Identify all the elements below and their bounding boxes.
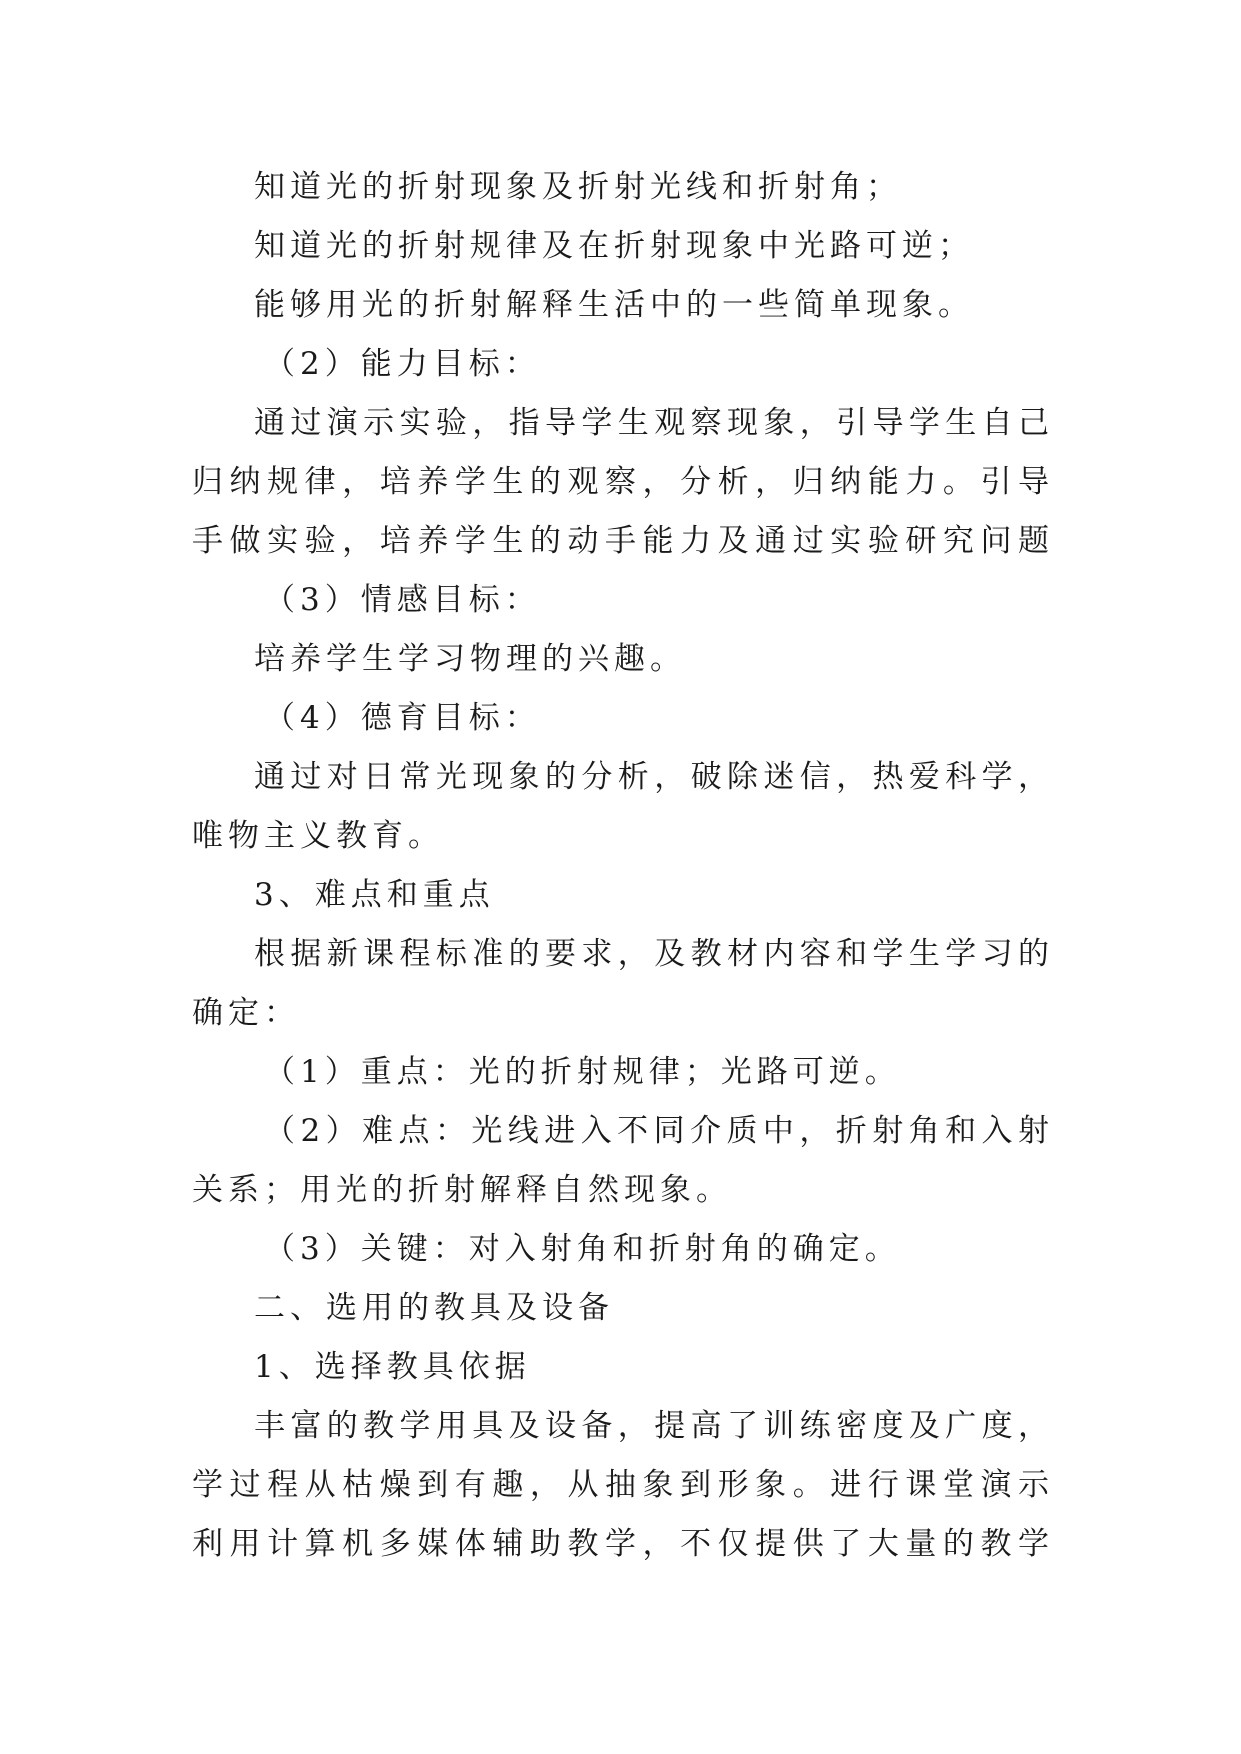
paragraph-line: 手做实验，培养学生的动手能力及通过实验研究问题: [192, 523, 1054, 559]
section-heading: （4）德育目标：: [264, 700, 541, 736]
section-heading: 二、选用的教具及设备: [254, 1290, 614, 1326]
paragraph-line: 知道光的折射规律及在折射现象中光路可逆；: [254, 228, 974, 264]
paragraph-line: 培养学生学习物理的兴趣。: [254, 641, 686, 677]
paragraph-line: 学过程从枯燥到有趣，从抽象到形象。进行课堂演示: [192, 1467, 1054, 1503]
paragraph-line: 通过对日常光现象的分析，破除迷信，热爱科学，: [254, 759, 1054, 795]
list-item: （2）难点：光线进入不同介质中，折射角和入射: [264, 1113, 1054, 1149]
paragraph-line: 唯物主义教育。: [192, 818, 444, 854]
document-body: [192, 158, 1054, 1574]
section-heading: 1、选择教具依据: [254, 1349, 531, 1385]
paragraph-line: 归纳规律，培养学生的观察，分析，归纳能力。引导: [192, 464, 1054, 500]
section-heading: （2）能力目标：: [264, 346, 541, 382]
list-item: （3）关键：对入射角和折射角的确定。: [264, 1231, 901, 1267]
section-heading: （3）情感目标：: [264, 582, 541, 618]
paragraph-line: 根据新课程标准的要求，及教材内容和学生学习的: [254, 936, 1054, 972]
section-heading: 3、难点和重点: [254, 877, 495, 913]
paragraph-line: 通过演示实验，指导学生观察现象，引导学生自己: [254, 405, 1054, 441]
paragraph-line: 知道光的折射现象及折射光线和折射角；: [254, 169, 902, 205]
paragraph-line: 确定：: [192, 995, 300, 1031]
list-item: （1）重点：光的折射规律；光路可逆。: [264, 1054, 901, 1090]
paragraph-line: 关系；用光的折射解释自然现象。: [192, 1172, 732, 1208]
paragraph-line: 丰富的教学用具及设备，提高了训练密度及广度，: [254, 1408, 1054, 1444]
paragraph-line: 利用计算机多媒体辅助教学，不仅提供了大量的教学: [192, 1526, 1054, 1562]
paragraph-line: 能够用光的折射解释生活中的一些简单现象。: [254, 287, 974, 323]
